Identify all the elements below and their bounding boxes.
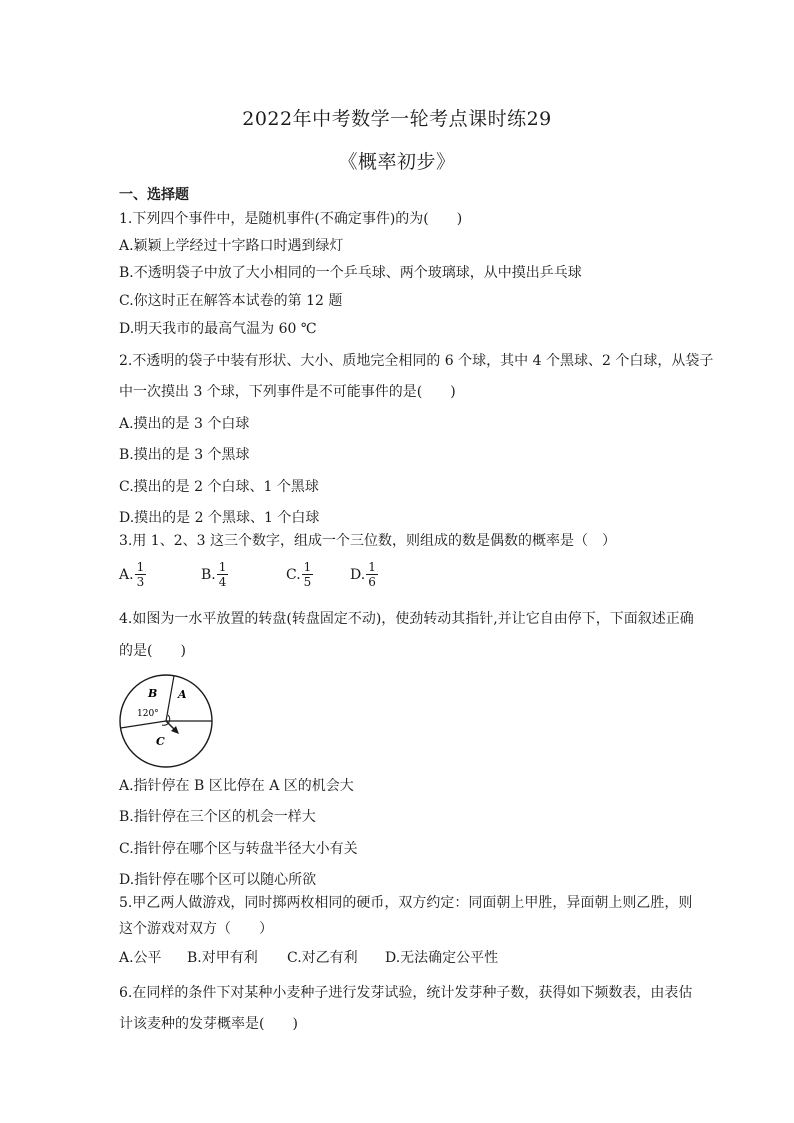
question-4-stem-line-1: 4.如图为一水平放置的转盘(转盘固定不动)，使劲转动其指针,并让它自由停下，下面叙述正确	[119, 611, 694, 627]
question-2-option-b: B.摸出的是 3 个黑球	[119, 447, 250, 463]
question-3-option-a	[119, 560, 146, 589]
numerator: 1	[218, 560, 227, 574]
question-1-option-c: C.你这时正在解答本试卷的第 12 题	[119, 293, 343, 309]
question-6-stem-line-2: 计该麦种的发芽概率是( )	[119, 1016, 298, 1032]
fraction	[135, 560, 147, 589]
question-6-stem-line-1: 6.在同样的条件下对某种小麦种子进行发芽试验，统计发芽种子数，获得如下频数表，由表估	[119, 985, 693, 1001]
question-5-option-b: B.对甲有利	[187, 950, 258, 966]
section-heading: 一、选择题	[119, 187, 189, 203]
spinner-diagram	[118, 673, 214, 769]
question-4-option-d: D.指针停在哪个区可以随心所欲	[119, 872, 317, 888]
denominator: 6	[368, 575, 376, 589]
option-label: D.	[350, 566, 366, 583]
question-1-option-d: D.明天我市的最高气温为 60 ℃	[119, 321, 317, 337]
question-2-option-a: A.摸出的是 3 个白球	[119, 416, 250, 432]
question-1-option-b: B.不透明袋子中放了大小相同的一个乒乓球、两个玻璃球，从中摸出乒乓球	[119, 265, 582, 281]
page-subtitle: 《概率初步》	[338, 151, 456, 173]
fraction	[366, 560, 378, 589]
region-b-label: B	[148, 687, 158, 700]
denominator: 5	[303, 575, 312, 589]
region-c-label: C	[156, 735, 165, 748]
denominator: 3	[136, 575, 145, 589]
question-3-option-c	[286, 560, 313, 589]
numerator: 1	[136, 560, 145, 574]
question-3-option-b	[201, 560, 228, 589]
option-label: B.	[201, 566, 216, 583]
numerator: 1	[368, 560, 376, 574]
question-3-option-d	[350, 560, 378, 589]
question-1-option-a: A.颖颖上学经过十字路口时遇到绿灯	[119, 238, 344, 254]
divider-line-top	[166, 676, 174, 721]
region-a-label: A	[178, 688, 187, 701]
option-label: A.	[119, 566, 134, 583]
question-4-option-b: B.指针停在三个区的机会一样大	[119, 809, 316, 825]
question-3-stem: 3.用 1、2、3 这三个数字，组成一个三位数，则组成的数是偶数的概率是（ ）	[119, 533, 616, 549]
question-5-stem-line-1: 5.甲乙两人做游戏，同时掷两枚相同的硬币，双方约定：同面朝上甲胜，异面朝上则乙胜，则	[119, 895, 693, 911]
question-4-option-c: C.指针停在哪个区与转盘半径大小有关	[119, 841, 358, 857]
question-5-option-c: C.对乙有利	[287, 950, 358, 966]
question-5-stem-line-2: 这个游戏对双方（ ）	[119, 921, 273, 937]
question-2-option-d: D.摸出的是 2 个黑球、1 个白球	[119, 510, 320, 526]
question-2-stem-line-1: 2.不透明的袋子中装有形状、大小、质地完全相同的 6 个球，其中 4 个黑球、2 个白球，从袋子	[119, 353, 714, 369]
numerator: 1	[303, 560, 312, 574]
option-label: C.	[286, 566, 301, 583]
divider-line-left	[121, 721, 167, 728]
question-4-stem-line-2: 的是( )	[119, 643, 186, 659]
question-4-option-a: A.指针停在 B 区比停在 A 区的机会大	[119, 778, 354, 794]
angle-label: 120°	[137, 709, 159, 719]
page-title: 2022年中考数学一轮考点课时练29	[242, 108, 552, 130]
question-5-option-a: A.公平	[119, 950, 162, 966]
denominator: 4	[218, 575, 227, 589]
question-2-option-c: C.摸出的是 2 个白球、1 个黑球	[119, 479, 319, 495]
question-1-stem: 1.下列四个事件中，是随机事件(不确定事件)的为( )	[119, 211, 463, 227]
fraction	[217, 560, 229, 589]
question-5-option-d: D.无法确定公平性	[385, 950, 499, 966]
question-2-stem-line-2: 中一次摸出 3 个球，下列事件是不可能事件的是( )	[119, 384, 456, 400]
fraction	[302, 560, 314, 589]
